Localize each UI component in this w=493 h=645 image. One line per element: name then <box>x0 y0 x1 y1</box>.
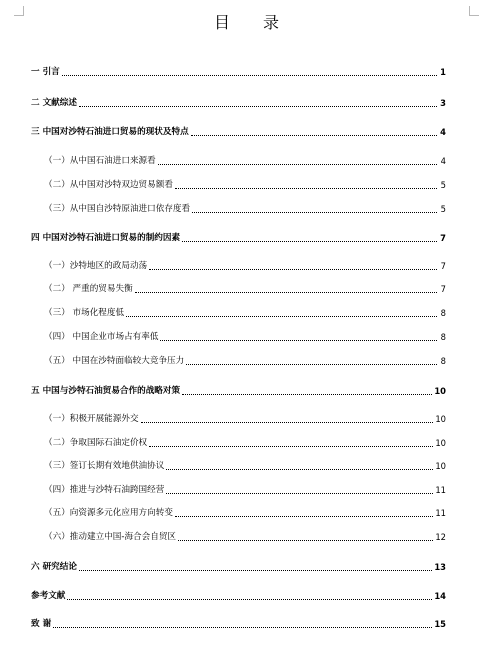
toc-entry-label: （五）向资源多元化应用方向转变 <box>44 508 173 518</box>
toc-entry-label: （五） 中国在沙特面临较大竞争压力 <box>44 356 185 366</box>
toc-entry-label: 参考文献 <box>31 591 66 601</box>
toc-section-entry[interactable] <box>44 153 446 167</box>
toc-dot-leader <box>160 340 437 341</box>
toc-entry-label: （二）从中国对沙特双边贸易额看 <box>44 180 173 190</box>
toc-page-number: 4 <box>440 127 446 137</box>
toc-entry-label: （二）争取国际石油定价权 <box>44 438 148 448</box>
toc-dot-leader <box>79 570 432 571</box>
toc-dot-leader <box>149 446 433 447</box>
toc-page-number: 10 <box>435 461 446 471</box>
toc-section-entry[interactable] <box>44 353 446 367</box>
toc-dot-leader <box>62 75 437 76</box>
toc-page-number: 11 <box>435 485 446 495</box>
toc-section-entry[interactable] <box>44 329 446 343</box>
toc-dot-leader <box>135 292 437 293</box>
toc-section-entry[interactable] <box>44 435 446 449</box>
toc-dot-leader <box>182 394 432 395</box>
toc-section-entry[interactable] <box>44 411 446 425</box>
toc-entry-label: （一）积极开展能源外交 <box>44 414 139 424</box>
toc-section-entry[interactable] <box>44 482 446 496</box>
toc-page-number: 5 <box>440 180 446 190</box>
toc-chapter-entry[interactable] <box>31 559 446 573</box>
toc-entry-label: 致 谢 <box>31 619 52 629</box>
toc-chapter-entry[interactable] <box>31 124 446 138</box>
toc-dot-leader <box>141 422 434 423</box>
toc-section-entry[interactable] <box>44 281 446 295</box>
toc-chapter-entry[interactable] <box>31 588 446 602</box>
toc-entry-label: 二 文献综述 <box>31 98 77 108</box>
toc-page-number: 10 <box>434 386 446 396</box>
toc-page-number: 7 <box>440 261 446 271</box>
toc-dot-leader <box>191 135 437 136</box>
toc-dot-leader <box>175 188 437 189</box>
toc-page-number: 14 <box>434 591 446 601</box>
toc-entry-label: 五 中国与沙特石油贸易合作的战略对策 <box>31 386 181 396</box>
toc-page-number: 3 <box>440 98 446 108</box>
toc-entry-label: （二） 严重的贸易失衡 <box>44 284 133 294</box>
toc-entry-label: （四） 中国企业市场占有率低 <box>44 332 159 342</box>
toc-chapter-entry[interactable] <box>31 230 446 244</box>
toc-section-entry[interactable] <box>44 201 446 215</box>
toc-entry-label: 一 引言 <box>31 67 60 77</box>
toc-entry-label: 六 研究结论 <box>31 562 77 572</box>
toc-entry-label: 三 中国对沙特石油进口贸易的现状及特点 <box>31 127 189 137</box>
toc-page-number: 8 <box>440 356 446 366</box>
toc-entry-label: （四）推进与沙特石油跨国经营 <box>44 485 165 495</box>
toc-section-entry[interactable] <box>44 177 446 191</box>
toc-section-entry[interactable] <box>44 505 446 519</box>
toc-page-number: 8 <box>440 308 446 318</box>
toc-dot-leader <box>166 493 433 494</box>
toc-section-entry[interactable] <box>44 458 446 472</box>
toc-chapter-entry[interactable] <box>31 95 446 109</box>
toc-entry-label: （三）签订长期有效地供油协议 <box>44 461 165 471</box>
toc-chapter-entry[interactable] <box>31 383 446 397</box>
toc-page-number: 15 <box>434 619 446 629</box>
toc-entry-label: 四 中国对沙特石油进口贸易的制约因素 <box>31 233 181 243</box>
toc-chapter-entry[interactable] <box>31 64 446 78</box>
toc-dot-leader <box>126 316 437 317</box>
toc-page-number: 10 <box>435 438 446 448</box>
toc-page-number: 11 <box>435 508 446 518</box>
toc-dot-leader <box>149 269 437 270</box>
toc-page-number: 8 <box>440 332 446 342</box>
toc-dot-leader <box>192 212 437 213</box>
toc-page-number: 4 <box>440 156 446 166</box>
toc-entry-label: （一）从中国石油进口来源看 <box>44 156 156 166</box>
toc-dot-leader <box>166 469 433 470</box>
toc-page-number: 5 <box>440 204 446 214</box>
toc-dot-leader <box>53 627 432 628</box>
toc-page-number: 1 <box>440 67 446 77</box>
toc-entry-label: （三）从中国自沙特原油进口依存度看 <box>44 204 191 214</box>
toc-dot-leader <box>67 599 432 600</box>
toc-entry-label: （六）推动建立中国-海合会自贸区 <box>44 532 177 542</box>
toc-dot-leader <box>175 516 433 517</box>
toc-section-entry[interactable] <box>44 305 446 319</box>
toc-section-entry[interactable] <box>44 529 446 543</box>
toc-dot-leader <box>158 164 437 165</box>
toc-page-number: 10 <box>435 414 446 424</box>
toc-page-number: 7 <box>440 233 446 243</box>
toc-dot-leader <box>178 540 433 541</box>
toc-chapter-entry[interactable] <box>31 616 446 630</box>
toc-page-number: 7 <box>440 284 446 294</box>
toc-dot-leader <box>186 364 437 365</box>
toc-entry-label: （一）沙特地区的政局动荡 <box>44 261 148 271</box>
toc-page-number: 13 <box>434 562 446 572</box>
toc-entry-label: （三） 市场化程度低 <box>44 308 125 318</box>
toc-title: 目 录 <box>213 13 294 32</box>
toc-dot-leader <box>79 106 437 107</box>
toc-dot-leader <box>182 241 437 242</box>
toc-page-number: 12 <box>435 532 446 542</box>
toc-section-entry[interactable] <box>44 258 446 272</box>
